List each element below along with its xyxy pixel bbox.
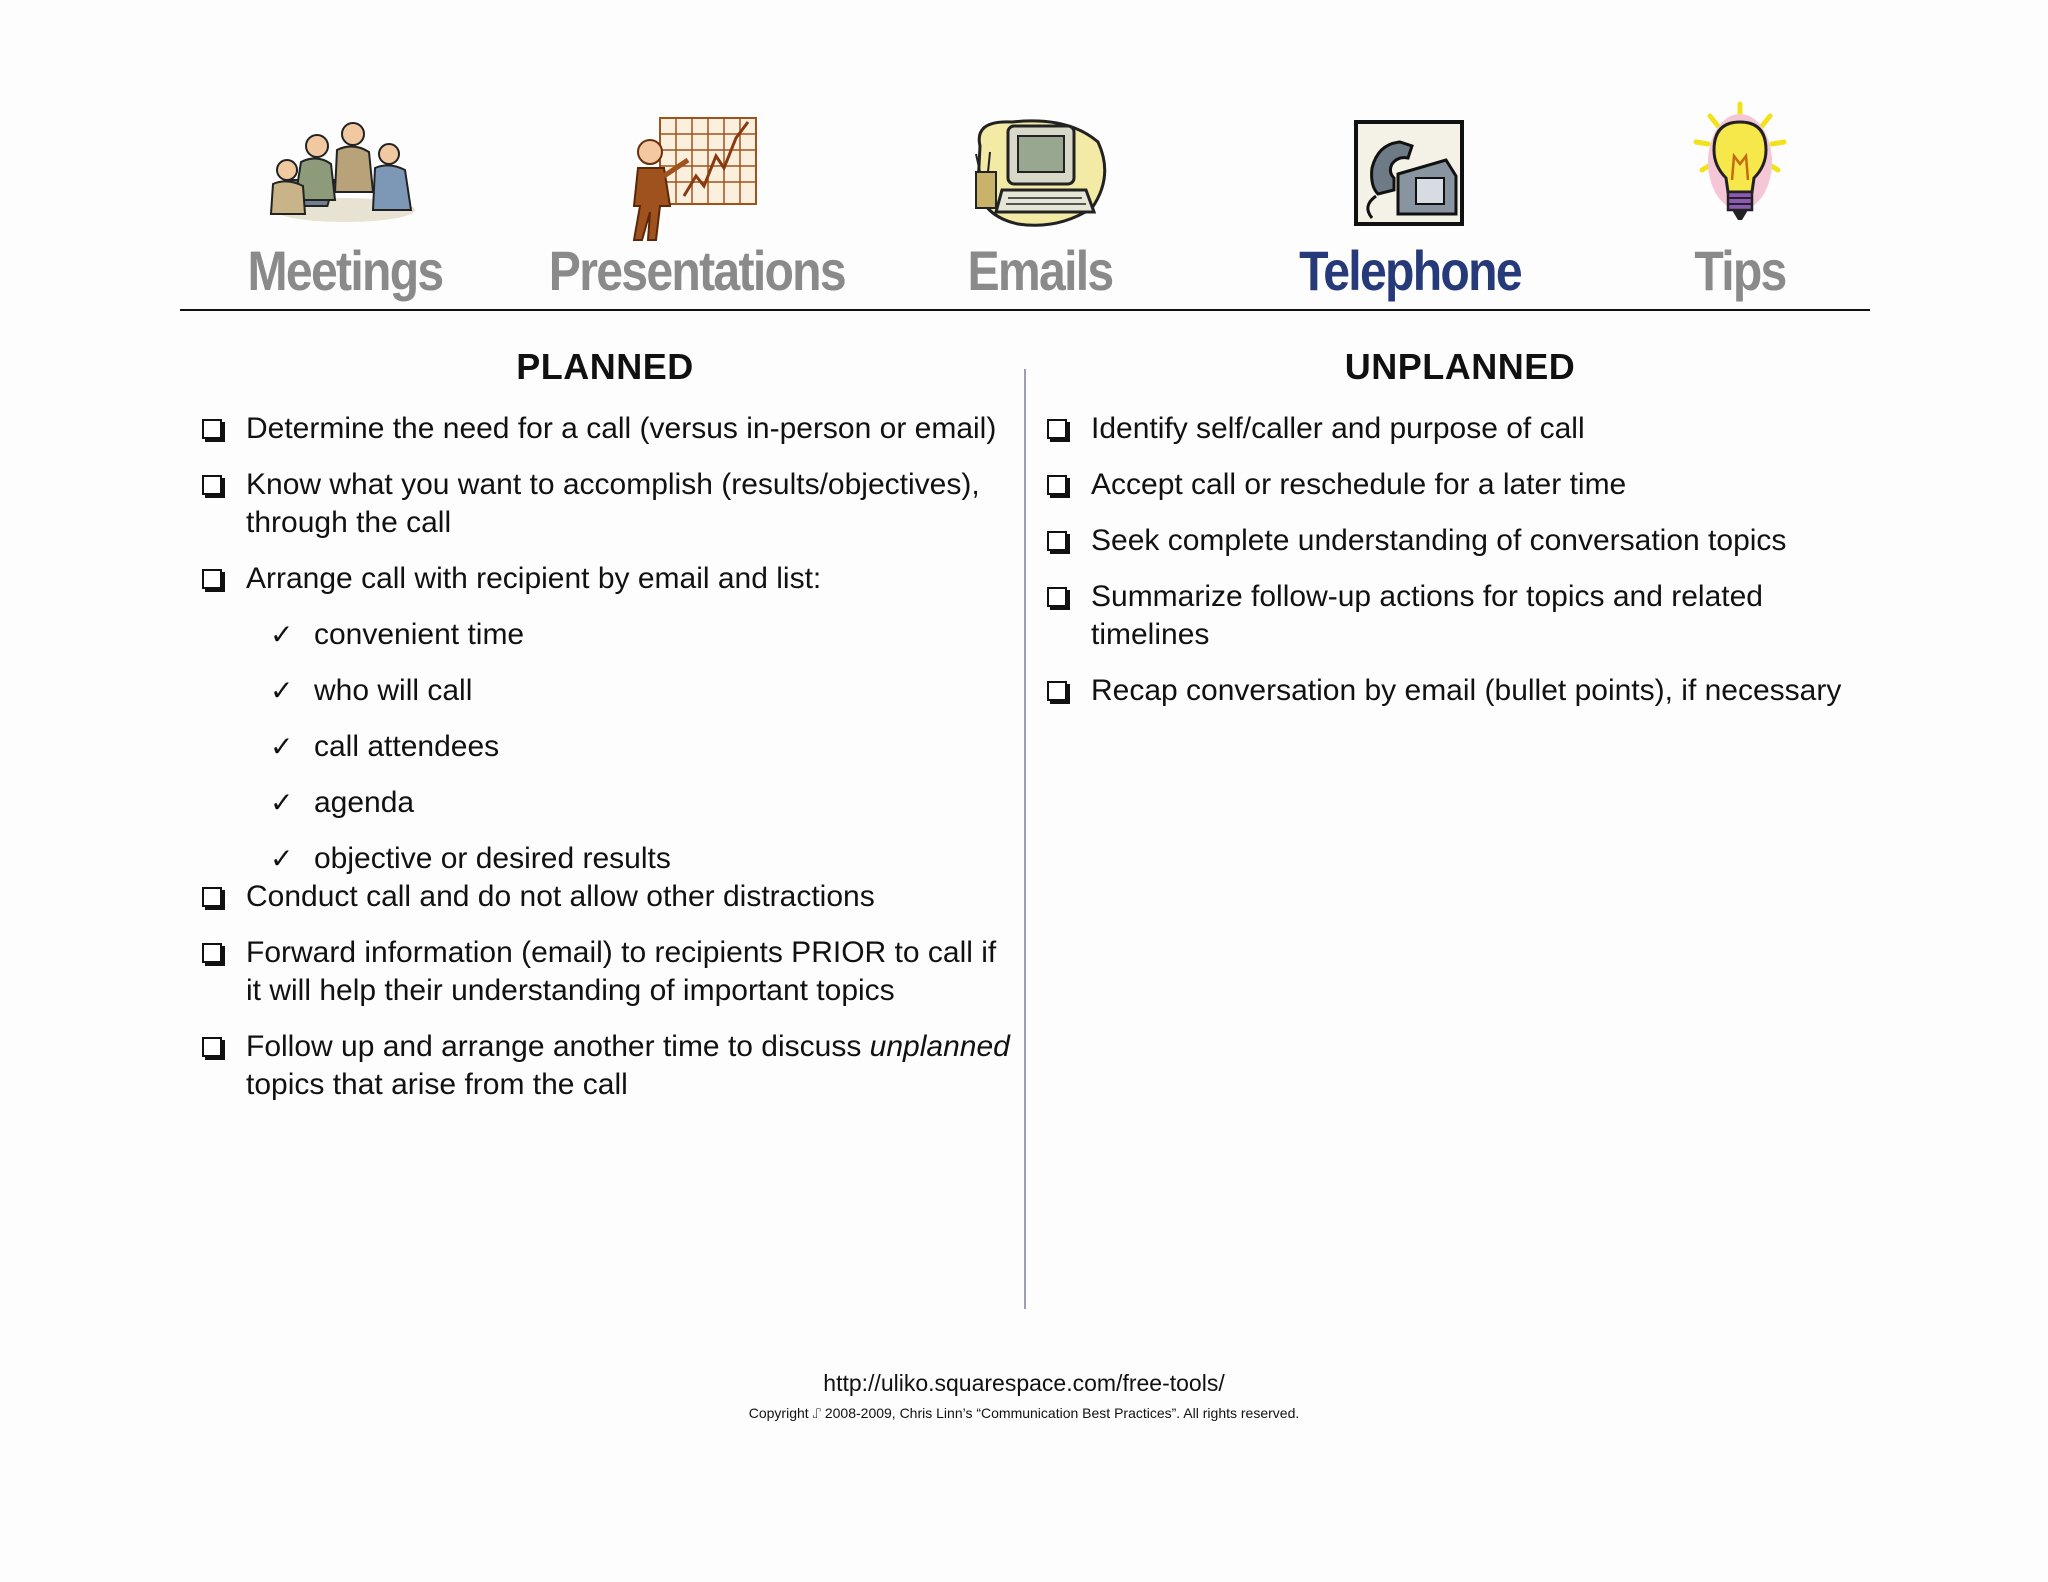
tab-label: Meetings — [247, 239, 443, 302]
meeting-people-icon — [265, 118, 425, 231]
list-item — [200, 410, 1010, 448]
computer-icon — [968, 116, 1112, 237]
tab-label: Tips — [1694, 239, 1786, 302]
tab-meetings[interactable] — [180, 100, 510, 310]
presenter-chart-icon — [630, 116, 760, 247]
list-item — [200, 934, 1010, 1010]
list-item — [1045, 410, 1875, 448]
sub-item: ✓ call attendees — [246, 728, 1010, 766]
page-footer — [0, 1370, 2048, 1421]
sub-item: ✓ objective or desired results — [246, 840, 1010, 878]
planned-column — [200, 346, 1010, 1122]
list-item — [1045, 578, 1875, 654]
item-text: Forward information (email) to recipients PRIOR to call if it will help their understanding of important topics — [246, 936, 997, 1007]
checkbox-bullet-icon — [1047, 475, 1067, 495]
checkmark-icon: ✓ — [270, 674, 294, 707]
checkbox-bullet-icon — [202, 475, 222, 495]
checkbox-bullet-icon — [1047, 419, 1067, 439]
column-divider — [1024, 369, 1026, 1309]
list-item — [200, 466, 1010, 542]
item-text: Determine the need for a call (versus in-person or email) — [246, 412, 997, 445]
sub-item: ✓ convenient time — [246, 616, 1010, 654]
checkbox-bullet-icon — [202, 419, 222, 439]
tab-presentations[interactable] — [525, 100, 865, 310]
checkbox-bullet-icon — [1047, 681, 1067, 701]
list-item — [1045, 466, 1875, 504]
tab-label: Presentations — [548, 239, 845, 302]
tab-emails[interactable] — [880, 100, 1200, 310]
checkbox-bullet-icon — [202, 1037, 222, 1057]
list-item — [1045, 522, 1875, 560]
checkbox-bullet-icon — [202, 943, 222, 963]
tab-label: Emails — [967, 239, 1113, 302]
unplanned-heading: UNPLANNED — [1344, 346, 1576, 387]
checkmark-icon: ✓ — [270, 842, 294, 875]
item-text: Recap conversation by email (bullet points), if necessary — [1091, 674, 1842, 707]
checkbox-bullet-icon — [202, 569, 222, 589]
lightbulb-icon — [1692, 100, 1788, 233]
sub-item: ✓ who will call — [246, 672, 1010, 710]
tab-navigation — [180, 100, 1870, 310]
list-item — [200, 1028, 1010, 1104]
footer-link[interactable]: http://uliko.squarespace.com/free-tools/ — [823, 1370, 1225, 1396]
item-text: Summarize follow-up actions for topics and related timelines — [1091, 580, 1763, 651]
item-text: Identify self/caller and purpose of call — [1091, 412, 1585, 445]
telephone-icon — [1354, 120, 1466, 233]
item-text: Arrange call with recipient by email and list: — [246, 562, 822, 595]
unplanned-list — [1045, 410, 1875, 710]
item-text: Conduct call and do not allow other distractions — [246, 880, 875, 913]
unplanned-column — [1045, 346, 1875, 728]
tab-telephone[interactable] — [1240, 100, 1580, 310]
checkmark-icon: ✓ — [270, 786, 294, 819]
planned-heading: PLANNED — [516, 346, 694, 387]
list-item — [1045, 672, 1875, 710]
tab-tips[interactable] — [1610, 100, 1870, 310]
list-item — [200, 878, 1010, 916]
checkmark-icon: ✓ — [270, 730, 294, 763]
sub-list — [246, 616, 1010, 878]
planned-list — [200, 410, 1010, 1104]
header-rule — [180, 309, 1870, 311]
tab-label: Telephone — [1299, 239, 1521, 302]
item-text: Follow up and arrange another time to discuss unplanned topics that arise from the call — [246, 1030, 1010, 1101]
checkbox-bullet-icon — [1047, 531, 1067, 551]
item-text: Know what you want to accomplish (results/objectives), through the call — [246, 468, 980, 539]
item-text: Seek complete understanding of conversation topics — [1091, 524, 1787, 557]
copyright-text: Copyright ⑀ 2008-2009, Chris Linn’s “Communication Best Practices”. All rights reserved. — [748, 1405, 1300, 1421]
sub-item: ✓ agenda — [246, 784, 1010, 822]
checkmark-icon: ✓ — [270, 618, 294, 651]
checkbox-bullet-icon — [1047, 587, 1067, 607]
checkbox-bullet-icon — [202, 887, 222, 907]
item-text: Accept call or reschedule for a later time — [1091, 468, 1627, 501]
list-item — [200, 560, 1010, 878]
emphasis-text: unplanned — [869, 1030, 1010, 1063]
